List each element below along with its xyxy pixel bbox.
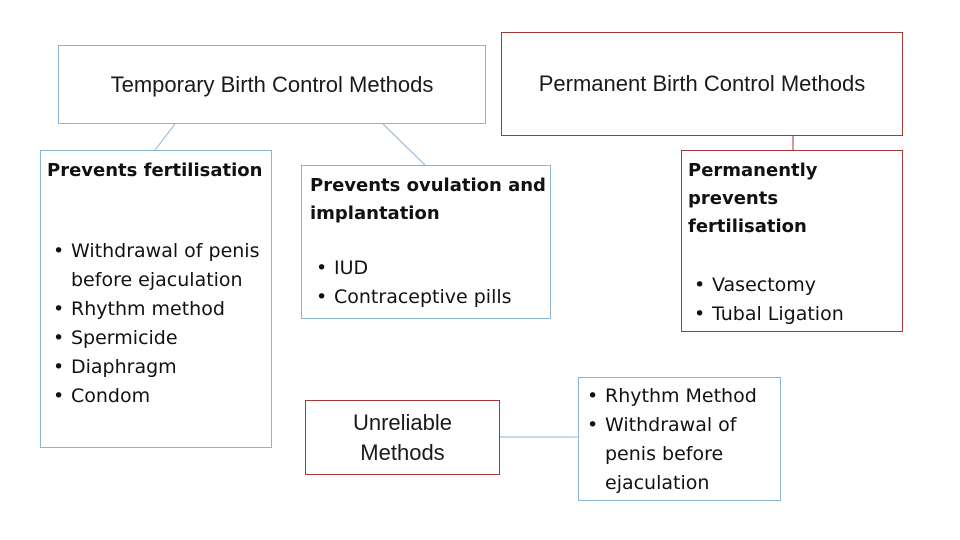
ovulation-methods-list bbox=[310, 254, 550, 312]
temporary-methods-title: Temporary Birth Control Methods bbox=[110, 71, 434, 97]
unreliable-methods-box bbox=[305, 400, 500, 475]
list-item: • Tubal Ligation bbox=[688, 300, 902, 329]
list-item: • IUD bbox=[310, 254, 550, 283]
list-item: • Contraceptive pills bbox=[310, 283, 550, 312]
prevents-ovulation-box bbox=[301, 165, 551, 319]
permanently-prevents-heading: Permanently prevents fertilisation bbox=[688, 160, 818, 237]
fertilisation-methods-list bbox=[47, 237, 271, 411]
unreliable-methods-list-box bbox=[578, 377, 781, 501]
list-item: • Spermicide bbox=[47, 324, 271, 353]
unreliable-methods-title: Unreliable Methods bbox=[352, 409, 453, 465]
unreliable-methods-list bbox=[581, 382, 780, 498]
prevents-fertilisation-box bbox=[40, 150, 272, 448]
permanent-methods-title: Permanent Birth Control Methods bbox=[538, 71, 866, 96]
list-item: • Vasectomy bbox=[688, 271, 902, 300]
temporary-methods-box bbox=[58, 45, 486, 124]
list-item: • Withdrawal of penis before ejaculation bbox=[581, 411, 780, 498]
list-item: • Withdrawal of penis before ejaculation bbox=[47, 237, 271, 295]
list-item: • Condom bbox=[47, 382, 271, 411]
connector-temporary-ovulation bbox=[383, 124, 425, 165]
list-item: • Rhythm Method bbox=[581, 382, 780, 411]
permanent-methods-box bbox=[501, 32, 903, 136]
list-item: • Rhythm method bbox=[47, 295, 271, 324]
prevents-ovulation-heading: Prevents ovulation and implantation bbox=[310, 175, 546, 224]
permanently-prevents-box bbox=[681, 150, 903, 332]
permanent-methods-list bbox=[688, 271, 902, 329]
connector-temporary-fertilisation bbox=[155, 124, 175, 150]
prevents-fertilisation-heading: Prevents fertilisation bbox=[47, 160, 263, 181]
list-item: • Diaphragm bbox=[47, 353, 271, 382]
